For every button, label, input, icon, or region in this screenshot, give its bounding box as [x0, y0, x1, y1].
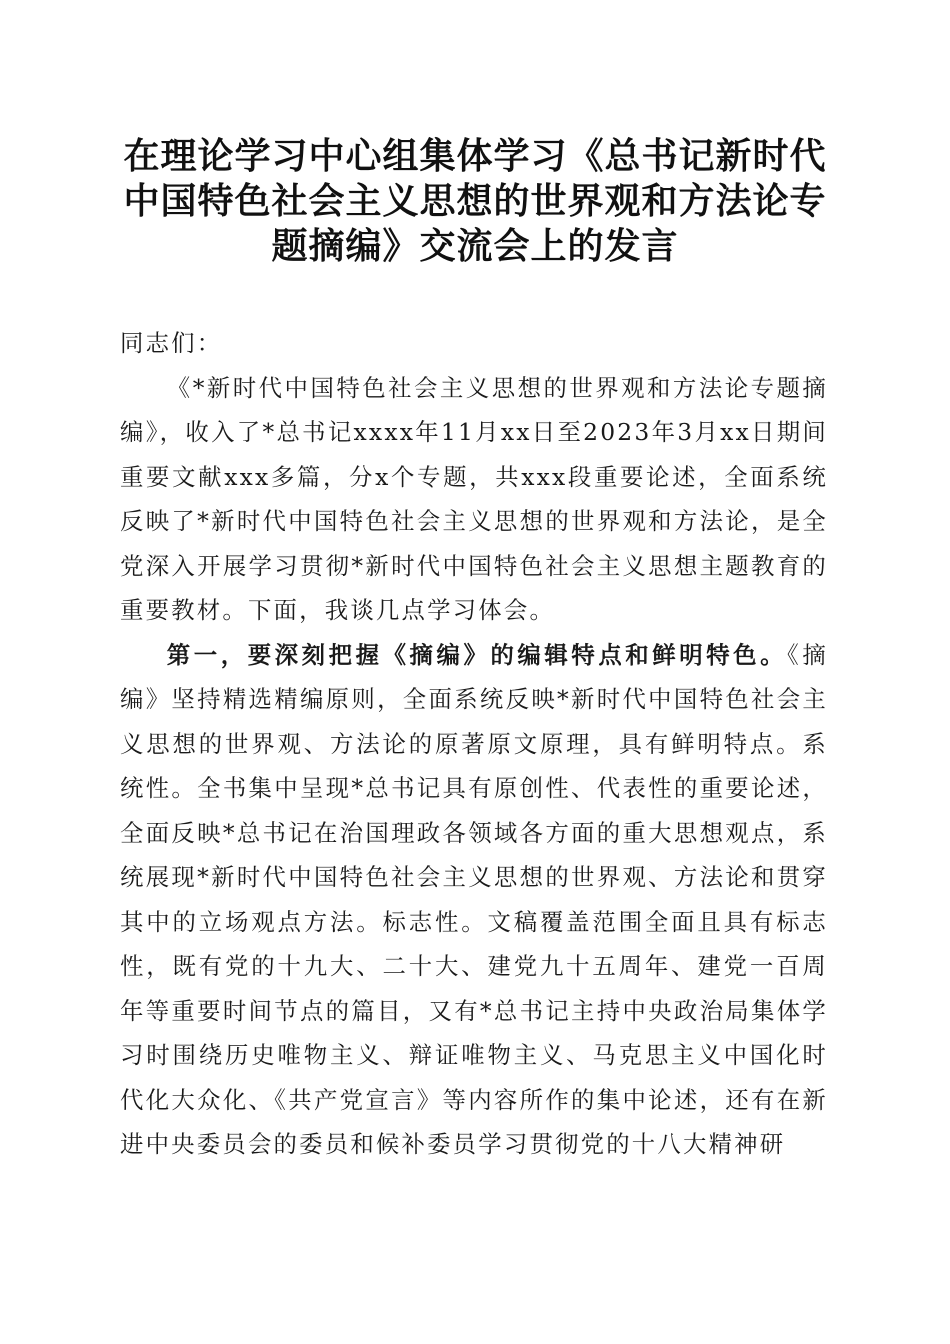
document-title: 在理论学习中心组集体学习《总书记新时代中国特色社会主义思想的世界观和方法论专题摘编》交流会上的发言 — [123, 135, 827, 267]
document-body — [120, 321, 828, 1167]
paragraph-first-point — [120, 633, 828, 1167]
paragraph-intro — [120, 366, 828, 633]
paragraph-text: 《摘编》坚持精选精编原则，全面系统反映*新时代中国特色社会主义思想的世界观、方法论的原著原文原理，具有鲜明特点。系统性。全书集中呈现*总书记具有原创性、代表性的重要论述，全面反映*总书记在治国理政各领域各方面的重大思想观点，系统展现*新时代中国特色社会主义思想的世界观、方法论和贯穿其中的立场观点方法。标志性。文稿覆盖范围全面且具有标志性，既有党的十九大、二十大、建党九十五周年、建党一百周年等重要时间节点的篇目，又有*总书记主持中央政治局集体学习时围绕历史唯物主义、辩证唯物主义、马克思主义中国化时代化大众化、《共产党宣言》等内容所作的集中论述，还有在新进中央委员会的委员和候补委员学习贯彻党的十八大精神研 — [120, 640, 828, 1158]
paragraph-text: 《*新时代中国特色社会主义思想的世界观和方法论专题摘编》，收入了*总书记xxxx年11月xx日至2023年3月xx日期间重要文献xxx多篇，分x个专题，共xxx段重要论述，全面系统反映了*新时代中国特色社会主义思想的世界观和方法论，是全党深入开展学习贯彻*新时代中国特色社会主义思想主题教育的重要教材。下面，我谈几点学习体会。 — [120, 373, 828, 624]
salutation: 同志们： — [120, 329, 223, 357]
paragraph-lead-heading: 第一，要深刻把握《摘编》的编辑特点和鲜明特色。 — [166, 640, 788, 669]
